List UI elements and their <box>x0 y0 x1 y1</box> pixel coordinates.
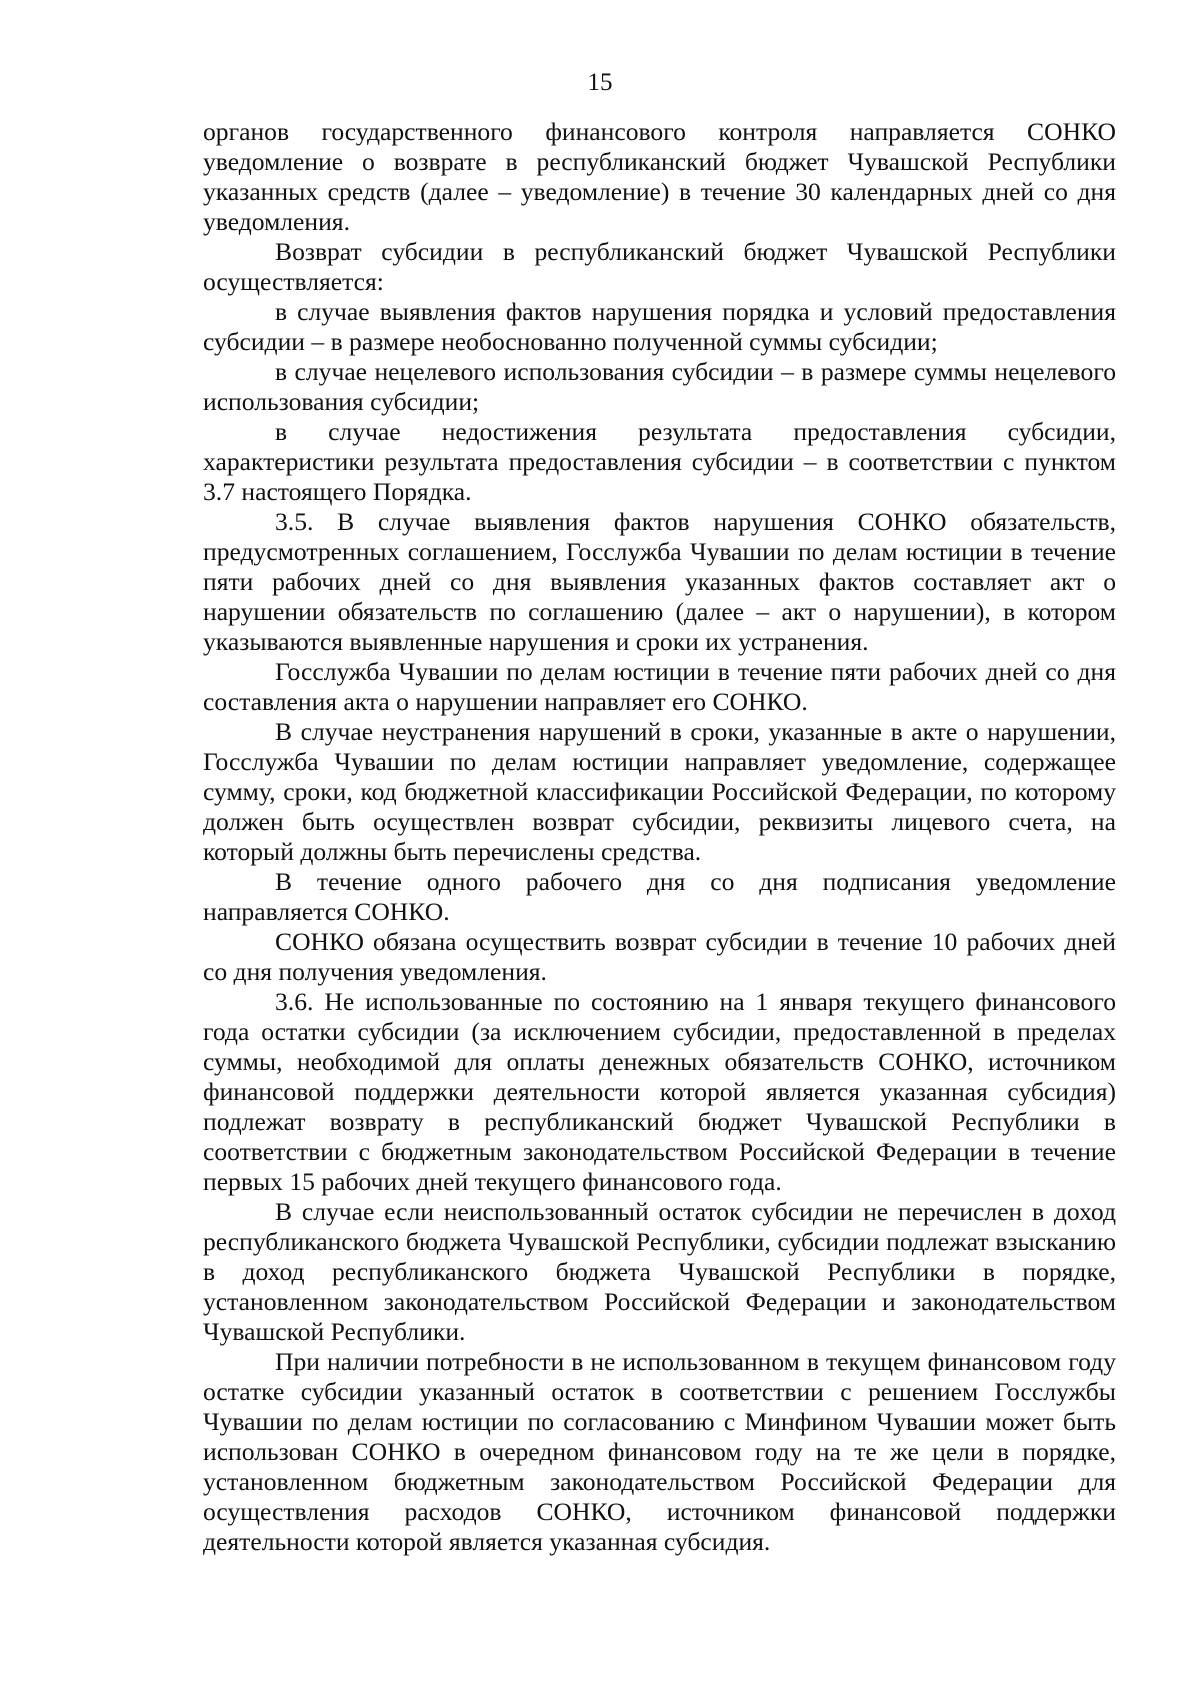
paragraph: Возврат субсидии в республиканский бюджет Чувашской Республики осуществляется: <box>203 237 1116 296</box>
paragraph-3-6: 3.6. Не использованные по состоянию на 1 января текущего финансового года остатки субсидии (за исключением субсидии, предоставленной в пределах суммы, необходимой для оплаты денежных обязательств СОНКО, источником финансовой поддержки деятельности которой является указанная субсидия) подлежат возврату в республиканский бюджет Чувашской Республики в соответствии с бюджетным законодательством Российской Федерации в течение первых 15 рабочих дней текущего финансового года. <box>203 987 1116 1196</box>
page-number: 15 <box>587 69 613 96</box>
paragraph: в случае нецелевого использования субсидии – в размере суммы нецелевого использования субсидии; <box>203 357 1116 416</box>
paragraph: В случае если неиспользованный остаток субсидии не перечислен в доход республиканского бюджета Чувашской Республики, субсидии подлежат взысканию в доход республиканского бюджета Чувашской Республики в порядке, установленном законодательством Российской Федерации и законодательством Чувашской Республики. <box>203 1197 1116 1346</box>
paragraph: в случае выявления фактов нарушения порядка и условий предоставления субсидии – в размере необоснованно полученной суммы субсидии; <box>203 297 1116 356</box>
paragraph-continuation: органов государственного финансового контроля направляется СОНКО уведомление о возврате в республиканский бюджет Чувашской Республики указанных средств (далее – уведомление) в течение 30 календарных дней со дня уведомления. <box>203 117 1116 236</box>
document-body <box>203 117 1116 1557</box>
paragraph-3-5: 3.5. В случае выявления фактов нарушения СОНКО обязательств, предусмотренных соглашением, Госслужба Чувашии по делам юстиции в течение пяти рабочих дней со дня выявления указанных фактов составляет акт о нарушении обязательств по соглашению (далее – акт о нарушении), в котором указываются выявленные нарушения и сроки их устранения. <box>203 507 1116 656</box>
paragraph: в случае недостижения результата предоставления субсидии, характеристики результата предоставления субсидии – в соответствии с пунктом 3.7 настоящего Порядка. <box>203 417 1116 506</box>
paragraph: СОНКО обязана осуществить возврат субсидии в течение 10 рабочих дней со дня получения уведомления. <box>203 927 1116 986</box>
paragraph: При наличии потребности в не использованном в текущем финансовом году остатке субсидии указанный остаток в соответствии с решением Госслужбы Чувашии по делам юстиции по согласованию с Минфином Чувашии может быть использован СОНКО в очередном финансовом году на те же цели в порядке, установленном бюджетным законодательством Российской Федерации для осуществления расходов СОНКО, источником финансовой поддержки деятельности которой является указанная субсидия. <box>203 1347 1116 1556</box>
paragraph: В течение одного рабочего дня со дня подписания уведомление направляется СОНКО. <box>203 867 1116 926</box>
paragraph: Госслужба Чувашии по делам юстиции в течение пяти рабочих дней со дня составления акта о нарушении направляет его СОНКО. <box>203 657 1116 716</box>
paragraph: В случае неустранения нарушений в сроки, указанные в акте о нарушении, Госслужба Чувашии по делам юстиции направляет уведомление, содержащее сумму, сроки, код бюджетной классификации Российской Федерации, по которому должен быть осуществлен возврат субсидии, реквизиты лицевого счета, на который должны быть перечислены средства. <box>203 717 1116 866</box>
